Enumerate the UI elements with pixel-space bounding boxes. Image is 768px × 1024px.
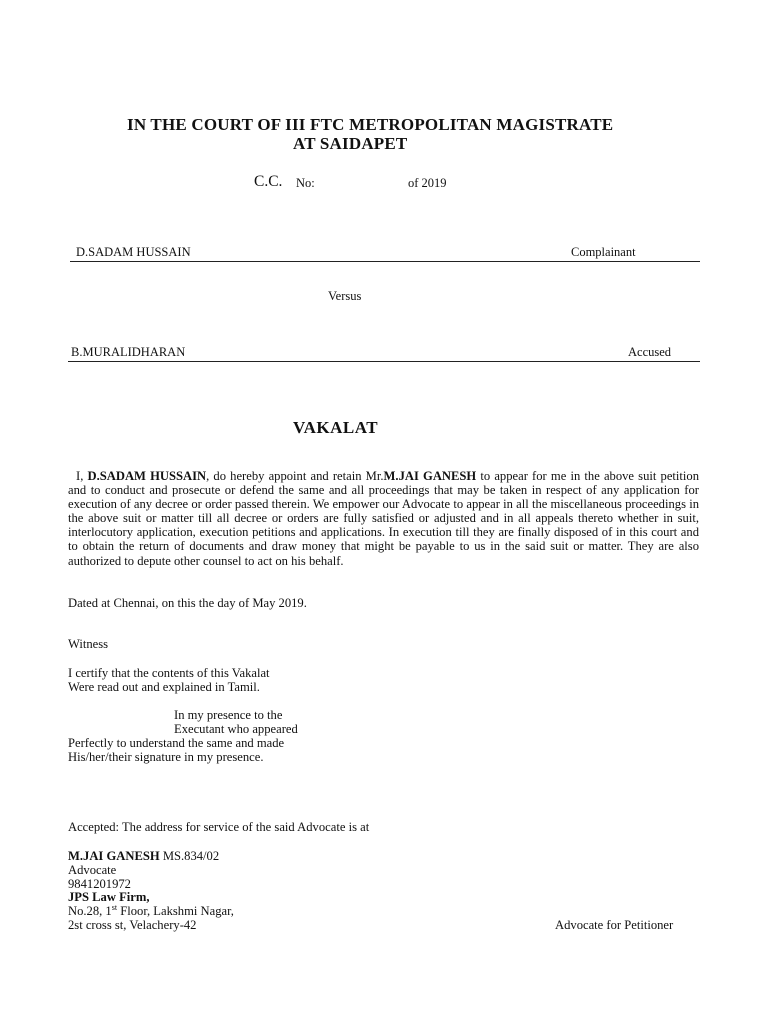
address-line-2: 2st cross st, Velachery-42	[68, 918, 197, 932]
body-intro: I,	[76, 469, 88, 483]
complainant-underline	[70, 261, 700, 262]
certify-line-2: Were read out and explained in Tamil.	[68, 680, 260, 694]
witness-label: Witness	[68, 637, 109, 651]
body-appoint-text: , do hereby appoint and retain Mr.	[206, 469, 384, 483]
body-client-name: D.SADAM HUSSAIN	[87, 469, 207, 483]
law-firm-name: JPS Law Firm,	[68, 890, 150, 904]
versus-label: Versus	[328, 289, 362, 303]
dated-line: Dated at Chennai, on this the day of May 2019.	[68, 596, 307, 610]
court-name-line2: AT SAIDAPET	[293, 134, 408, 153]
vakalat-body-paragraph	[68, 469, 699, 568]
certify-line-1: I certify that the contents of this Vakalat	[68, 666, 270, 680]
address-line-1-post: Floor, Lakshmi Nagar,	[117, 904, 234, 918]
advocate-block	[68, 849, 219, 864]
body-advocate-name: M.JAI GANESH	[383, 469, 477, 483]
advocate-designation: Advocate	[68, 863, 117, 877]
presence-line-1: In my presence to the	[174, 708, 283, 722]
body-rest-text: to appear for me in the above suit petition and to conduct and prosecute or defend the same and all proceedings that may be taken in respect of any application for execution of any decree or order passed therein. We empower our Advocate to appear in all the miscellaneous proceedings in the above suit or matter till all decree or orders are fully satisfied or adjusted and in all appeals thereto whether in suit, interlocutory application, execution petitions and applications. In execution till they are finally disposed of in this court and to obtain the return of documents and draw money that might be payable to us in the said suit or matter. They are also authorized to depute other counsel to act on his behalf.	[68, 469, 700, 568]
complainant-name: D.SADAM HUSSAIN	[76, 245, 191, 259]
accused-name: B.MURALIDHARAN	[71, 345, 186, 359]
presence-line-3: Perfectly to understand the same and made	[68, 736, 285, 750]
accepted-line: Accepted: The address for service of the said Advocate is at	[68, 820, 370, 834]
advocate-enrolment: MS.834/02	[159, 849, 220, 863]
address-line-1-sup: st	[111, 902, 118, 912]
court-name-line1: IN THE COURT OF III FTC METROPOLITAN MAGISTRATE	[127, 115, 614, 134]
advocate-name: M.JAI GANESH	[68, 849, 160, 863]
document-title: VAKALAT	[293, 418, 379, 437]
accused-underline	[68, 361, 700, 362]
accused-role: Accused	[628, 345, 672, 359]
presence-line-4: His/her/their signature in my presence.	[68, 750, 264, 764]
case-year: of 2019	[408, 176, 447, 190]
advocate-role: Advocate for Petitioner	[555, 918, 674, 932]
address-line-1	[68, 904, 234, 919]
presence-line-2: Executant who appeared	[174, 722, 298, 736]
advocate-phone: 9841201972	[68, 877, 131, 891]
case-number-label: C.C.	[254, 173, 283, 190]
complainant-role: Complainant	[571, 245, 636, 259]
case-number-no-label: No:	[296, 176, 315, 190]
address-line-1-pre: No.28, 1	[68, 904, 112, 918]
